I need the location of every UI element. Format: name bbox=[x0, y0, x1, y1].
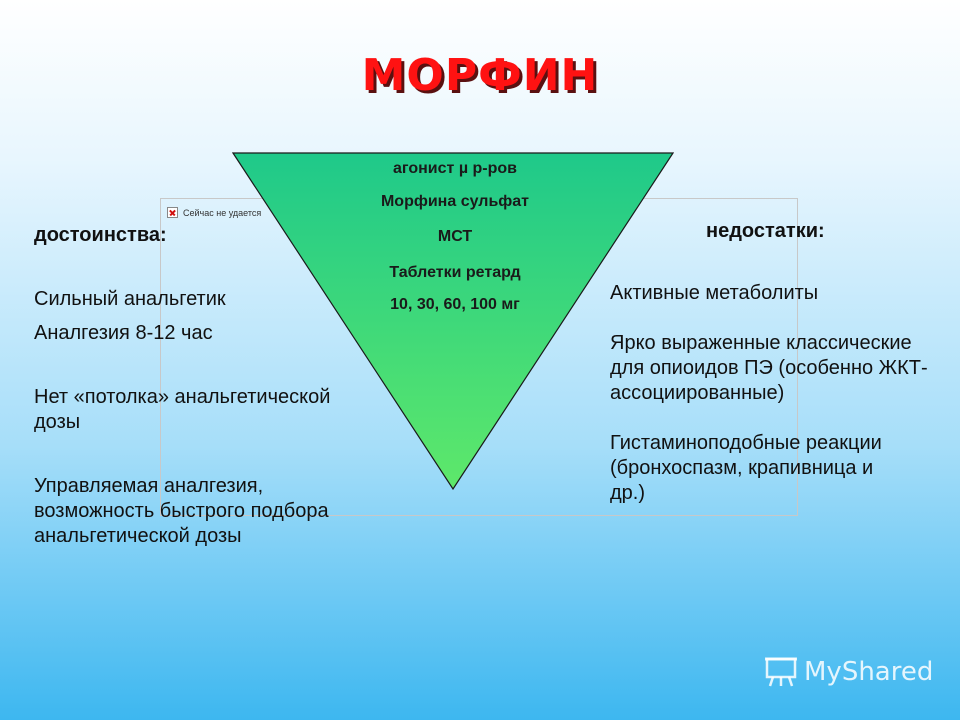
presentation-board-icon bbox=[764, 656, 798, 688]
triangle-line-drug: Морфина сульфат bbox=[380, 193, 530, 210]
triangle-line-doses: 10, 30, 60, 100 мг bbox=[390, 296, 520, 313]
advantage-item: Нет «потолка» анальгетической дозы bbox=[34, 386, 331, 433]
triangle-line-receptor: агонист µ р-ров bbox=[393, 160, 517, 177]
watermark bbox=[764, 656, 933, 688]
broken-image-icon bbox=[167, 207, 178, 218]
advantage-item: Сильный анальгетик bbox=[34, 288, 226, 310]
triangle-line-abbrev: МСТ bbox=[437, 228, 473, 245]
watermark-text: MyShared bbox=[804, 657, 934, 687]
broken-image-text: Сейчас не удается bbox=[183, 207, 262, 218]
advantages-column bbox=[34, 224, 354, 549]
disadvantage-item: Гистаминоподобные реакции (бронхоспазм, крапивница и др.) bbox=[610, 432, 882, 504]
advantage-item: Управляемая аналгезия, возможность быстрого подбора анальгетической дозы bbox=[34, 475, 329, 547]
advantage-item: Аналгезия 8-12 час bbox=[34, 322, 213, 344]
disadvantages-column bbox=[610, 220, 940, 506]
disadvantages-heading: недостатки: bbox=[706, 220, 825, 242]
advantages-heading: достоинства: bbox=[34, 224, 167, 246]
triangle-line-form: Таблетки ретард bbox=[389, 264, 521, 281]
disadvantage-item: Активные метаболиты bbox=[610, 282, 819, 304]
disadvantage-item: Ярко выраженные классические для опиоидов ПЭ (особенно ЖКТ-ассоциированные) bbox=[610, 332, 928, 404]
slide-title: МОРФИН bbox=[361, 50, 599, 101]
